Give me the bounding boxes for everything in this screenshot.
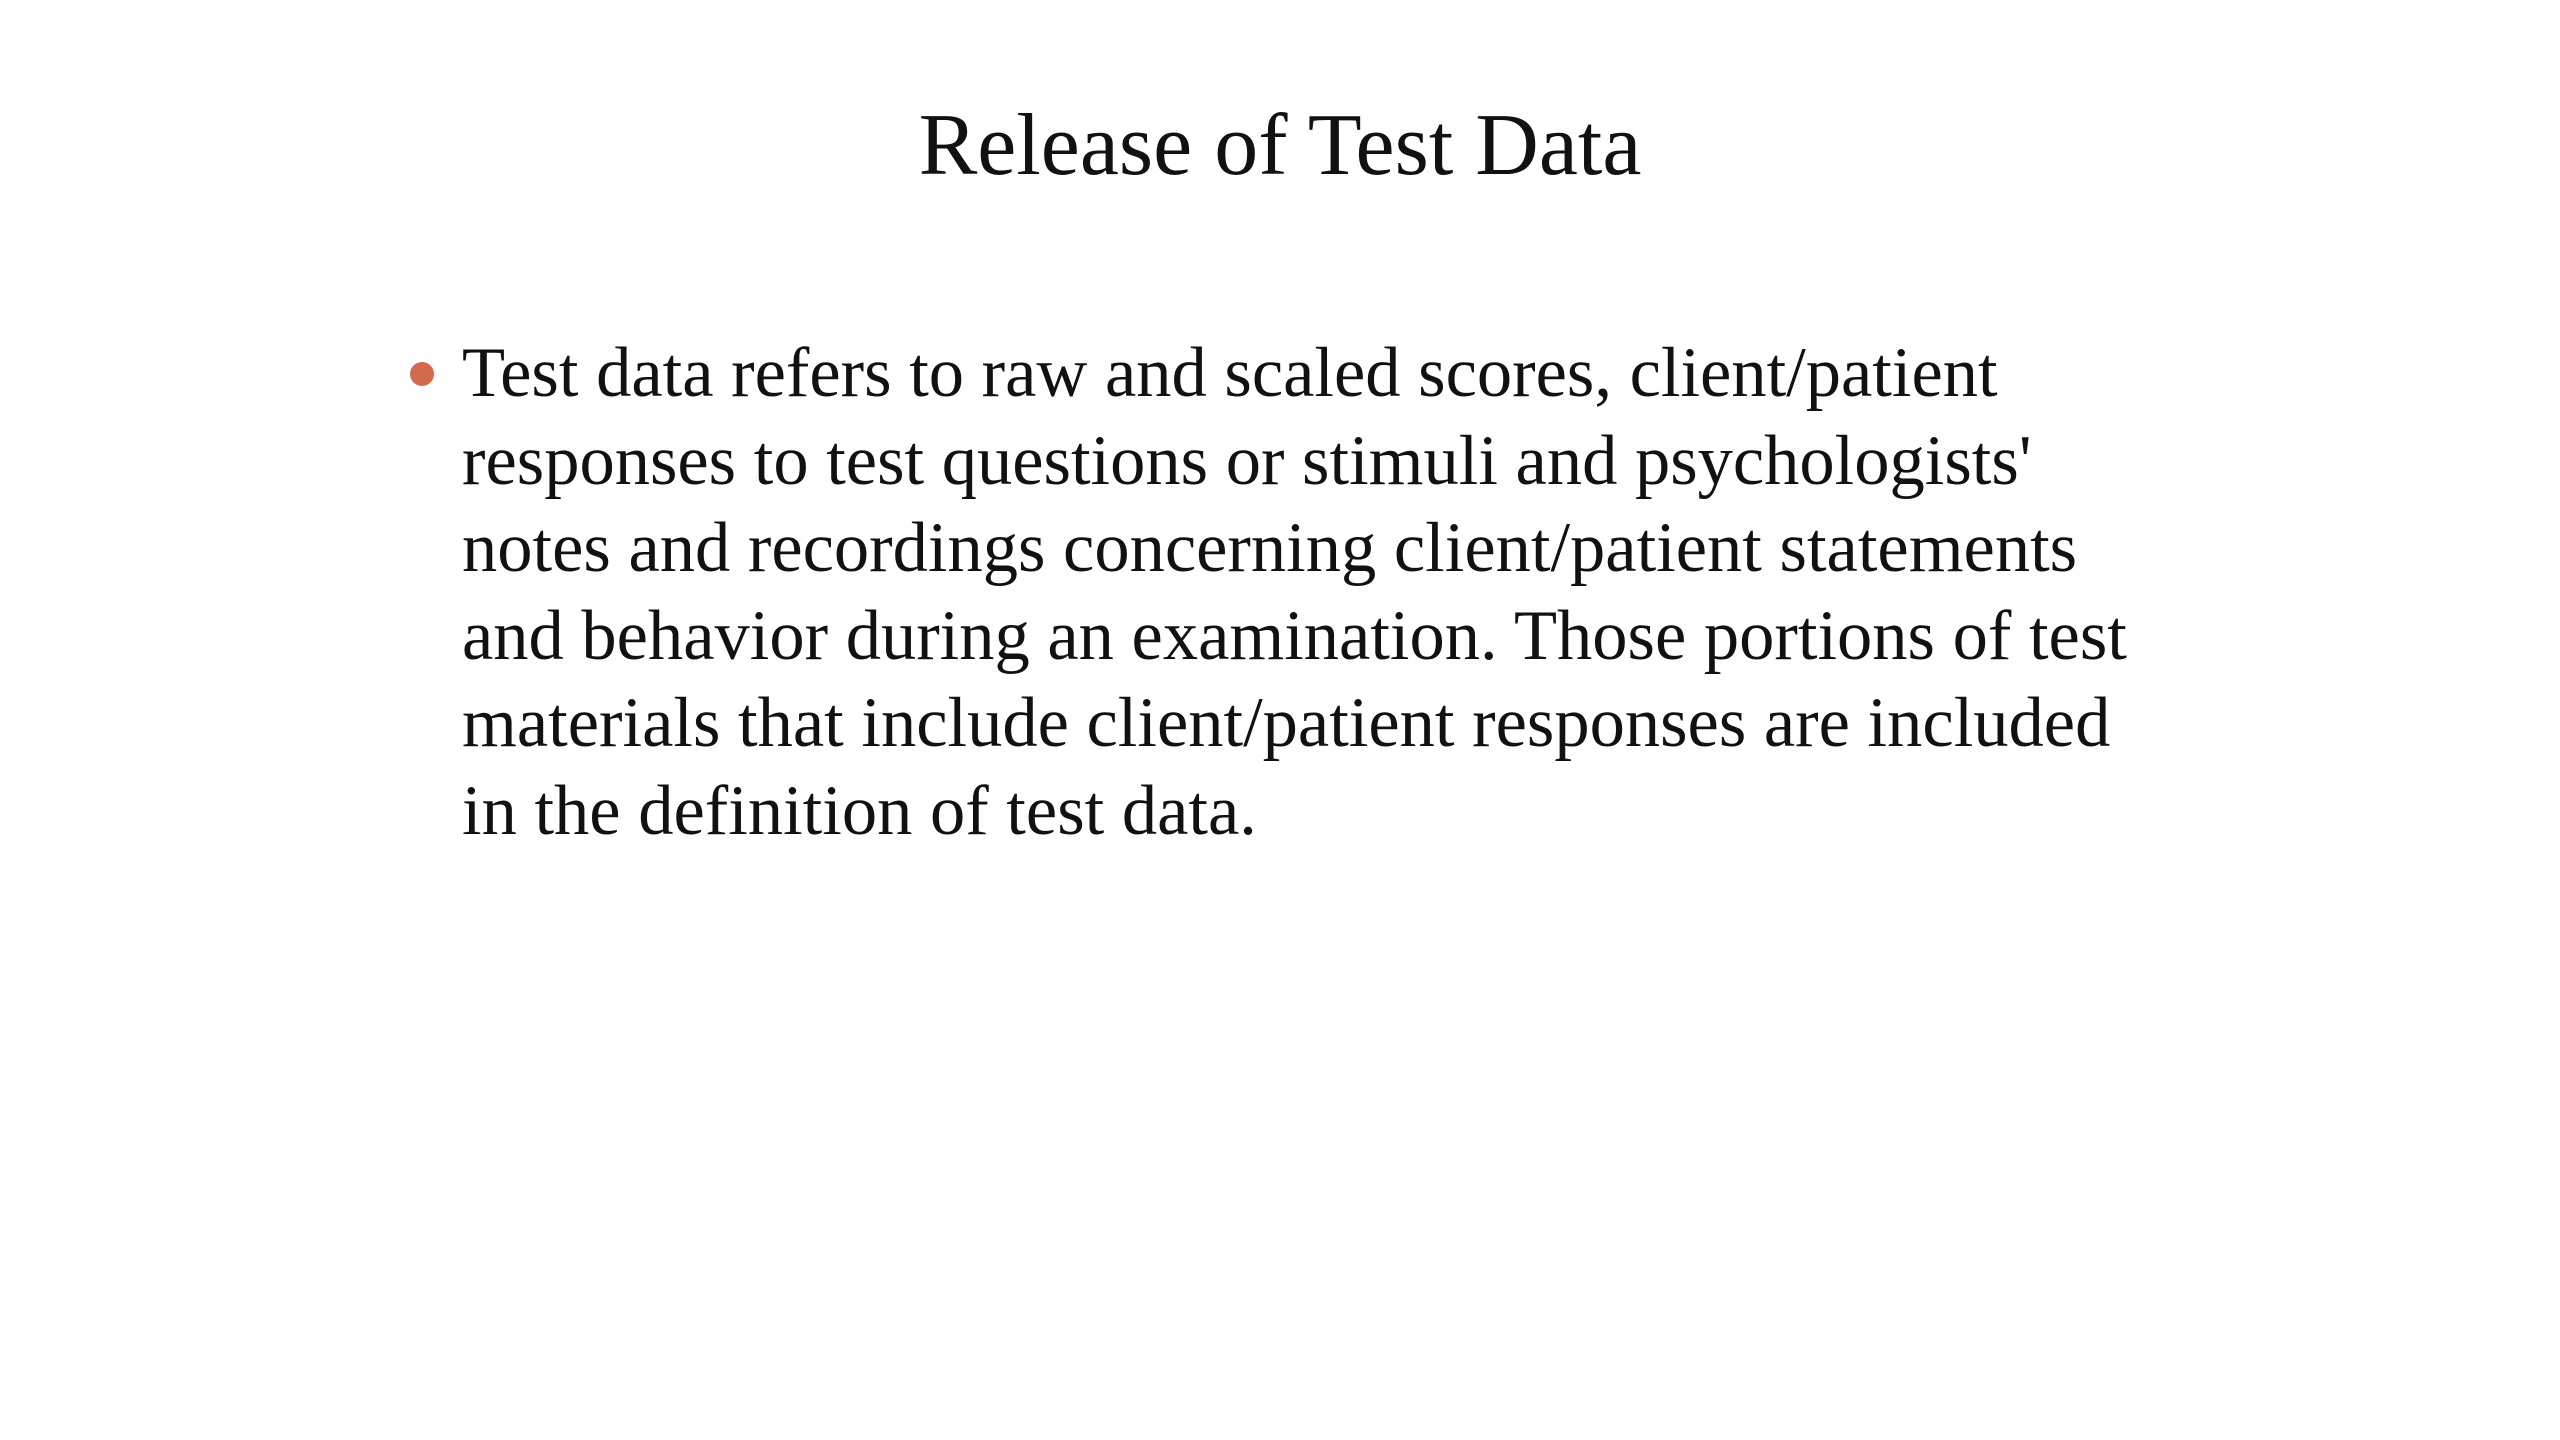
bullet-dot-icon [410,362,434,386]
bullet-text: Test data refers to raw and scaled scores, client/patient responses to test questions or stimuli and psychologists' notes and recordings concerning client/patient statements and behavior during an examination. Those portions of test materials that include client/patient responses are included in the definition of test data. [462,334,2127,850]
bullet-list [400,330,2140,855]
bullet-item [400,330,2140,855]
slide-title: Release of Test Data [918,97,1642,194]
